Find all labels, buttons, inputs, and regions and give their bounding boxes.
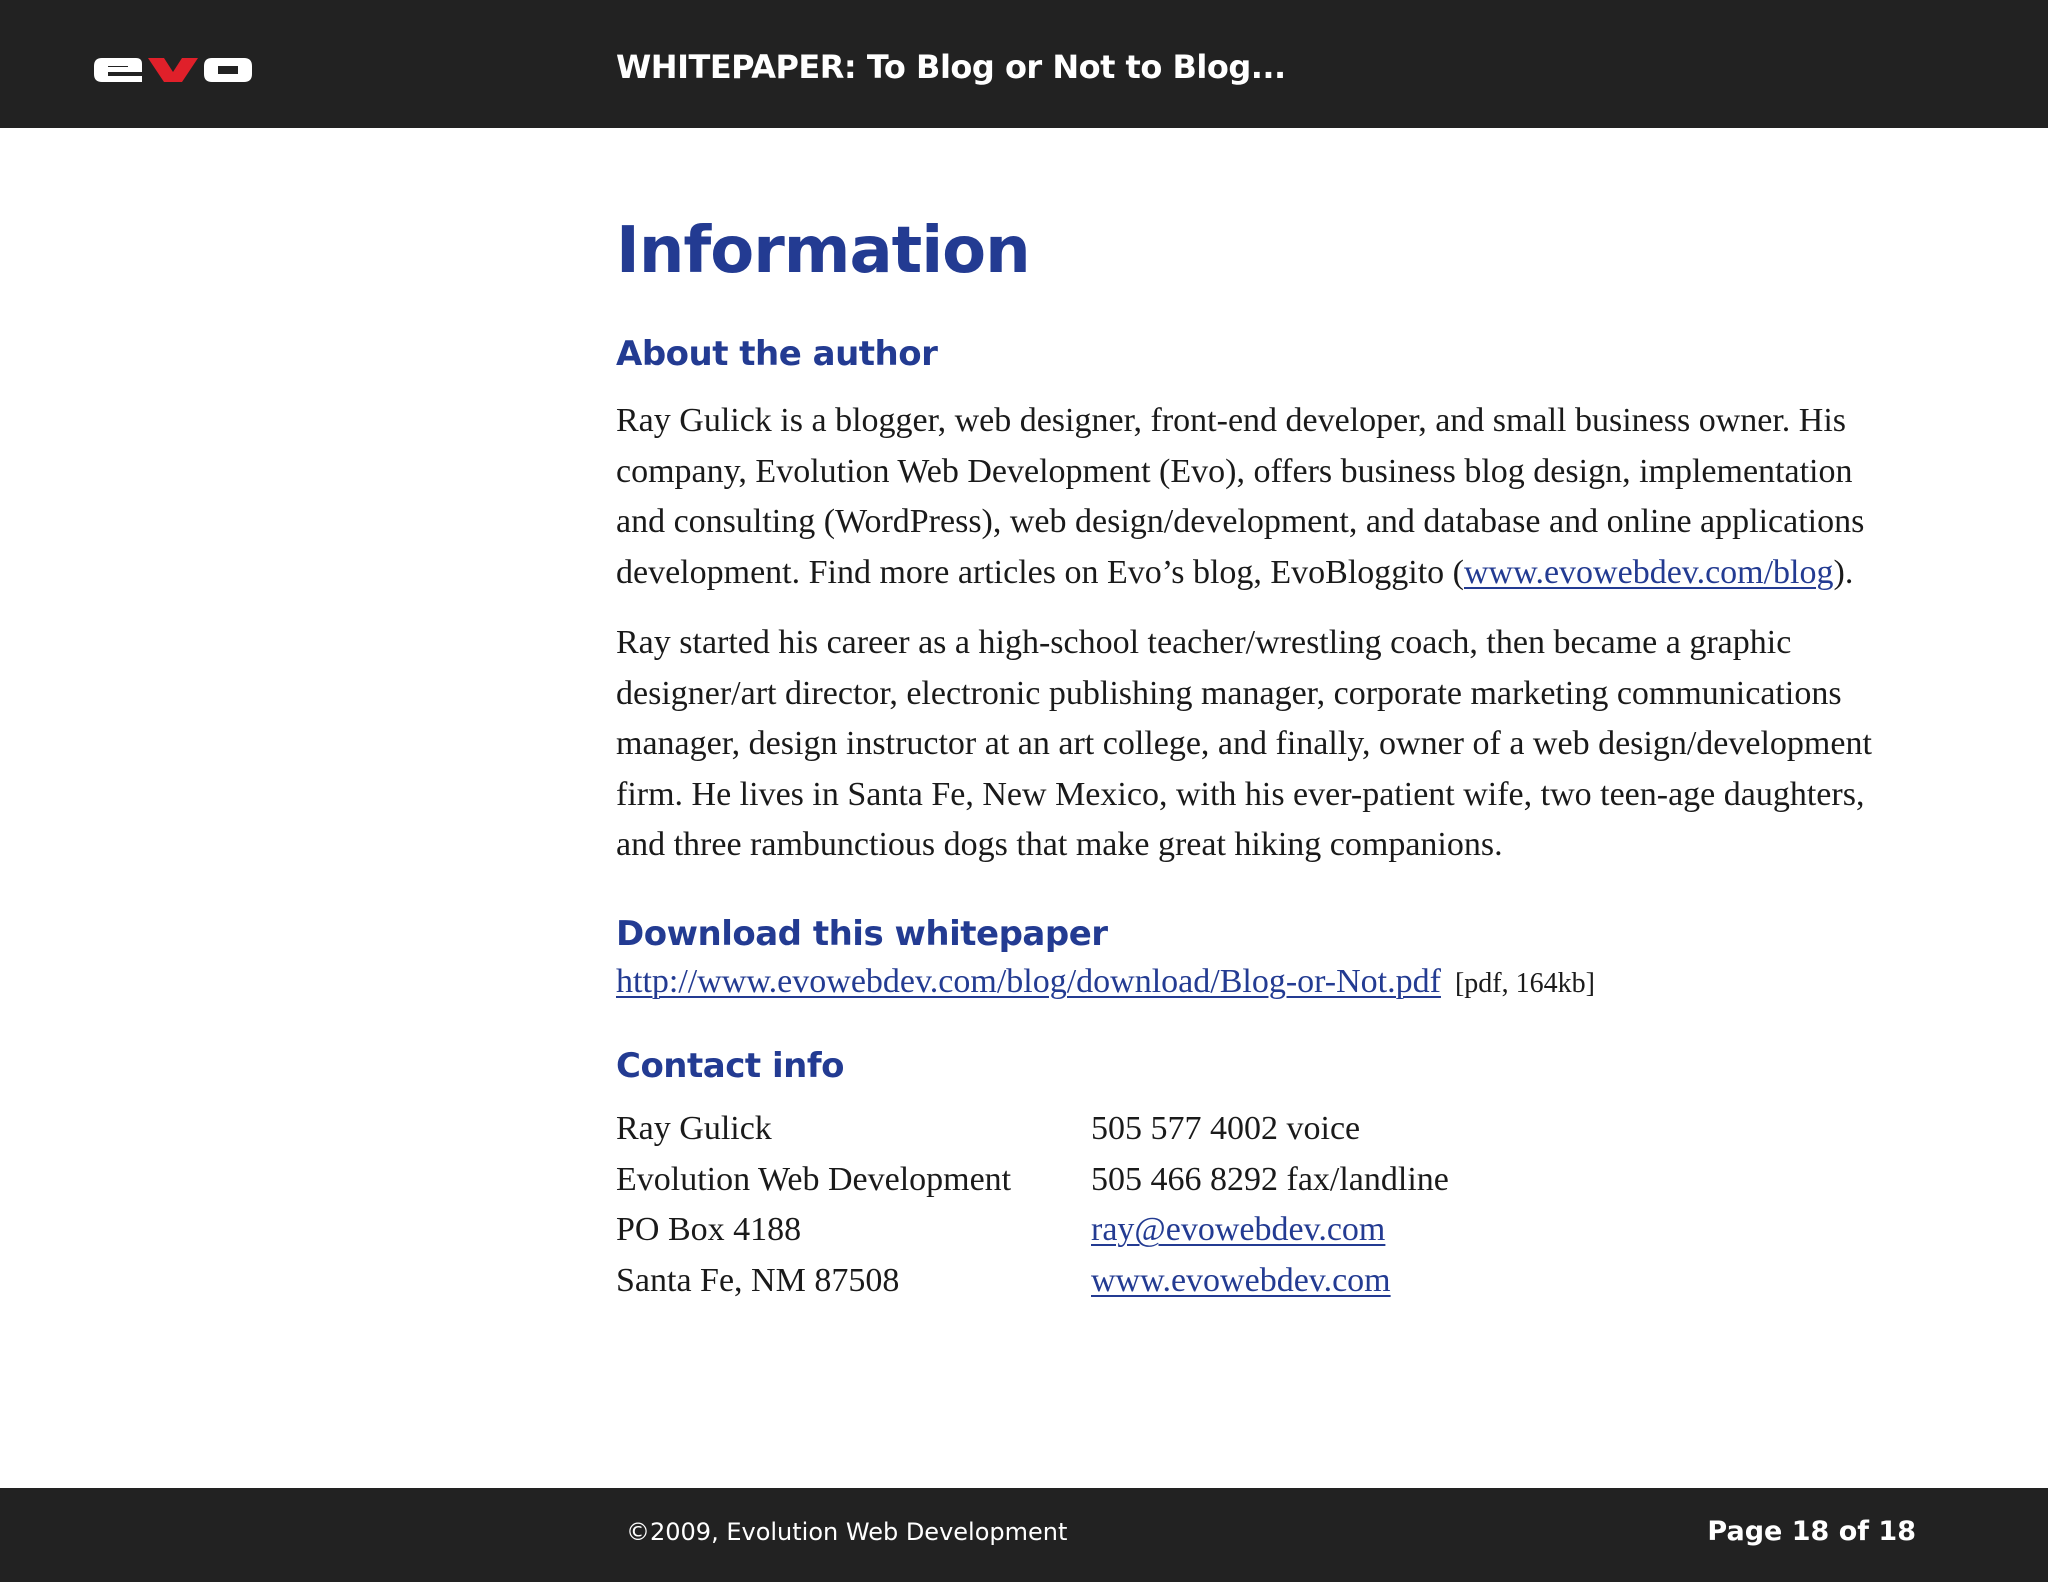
about-author-paragraph-1: [616, 396, 1906, 598]
contact-city: Santa Fe, NM 87508: [616, 1261, 900, 1299]
file-info: [pdf, 164kb]: [1454, 968, 1595, 999]
download-line: [616, 963, 1595, 1001]
contact-name: Ray Gulick: [616, 1110, 772, 1147]
document-title: WHITEPAPER: To Blog or Not to Blog...: [616, 48, 1286, 86]
contact-heading: Contact info: [616, 1046, 844, 1086]
para1-end: ).: [1833, 553, 1854, 591]
contact-company: Evolution Web Development: [616, 1160, 1012, 1198]
contact-fax: 505 466 8292 fax/landline: [1091, 1160, 1449, 1198]
para1-text: Ray Gulick is a blogger, web designer, front-end developer, and small business owner. His company, Evolution Web Development (Evo), offers business blog design, implementation and consulting (WordPress), web design/development, and database and online applications development. Find more articles on Evo’s blog, EvoBloggito (: [616, 402, 1865, 591]
evo-logo: [92, 54, 254, 86]
download-heading: Download this whitepaper: [616, 914, 1108, 954]
website-link[interactable]: www.evowebdev.com: [1091, 1261, 1391, 1299]
about-author-paragraph-2: Ray started his career as a high-school teacher/wrestling coach, then became a graphic designer/art director, electronic publishing manager, corporate marketing communications manager, design instructor at an art college, and finally, owner of a web design/development firm. He lives in Santa Fe, New Mexico, with his ever-patient wife, two teen-age daughters, and three rambunctious dogs that make great hiking companions.: [616, 624, 1872, 863]
address-block: [616, 1104, 1011, 1306]
header-bar: [0, 0, 2048, 128]
contact-details: [1091, 1104, 1449, 1306]
download-pdf-link[interactable]: http://www.evowebdev.com/blog/download/Blog-or-Not.pdf: [616, 963, 1441, 1000]
about-author-heading: About the author: [616, 334, 938, 374]
email-link[interactable]: ray@evowebdev.com: [1091, 1211, 1386, 1248]
copyright: ©2009, Evolution Web Development: [626, 1518, 1068, 1546]
blog-link[interactable]: www.evowebdev.com/blog: [1464, 553, 1834, 591]
contact-po-box: PO Box 4188: [616, 1211, 802, 1248]
page-number: Page 18 of 18: [1707, 1516, 1916, 1547]
page-title: Information: [616, 214, 1030, 288]
footer-bar: [0, 1488, 2048, 1582]
contact-voice: 505 577 4002 voice: [1091, 1110, 1361, 1147]
